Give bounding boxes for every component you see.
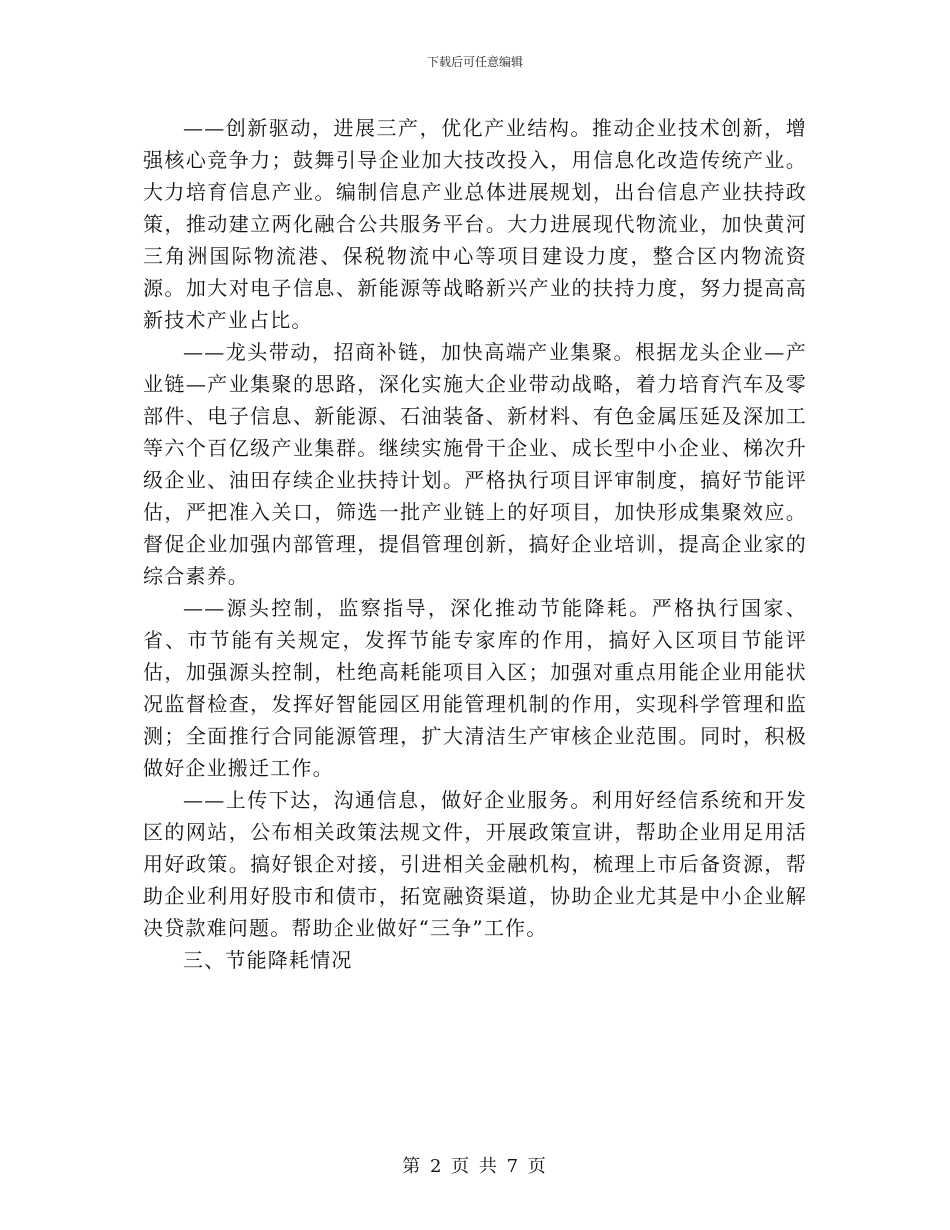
document-body — [143, 112, 807, 976]
page-header: 下载后可任意编辑 — [426, 55, 523, 69]
paragraph-enterprise-service: ——上传下达，沟通信息，做好企业服务。利用好经信系统和开发区的网站，公布相关政策法规文件，开展政策宣讲，帮助企业用足用活用好政策。搞好银企对接，引进相关金融机构，梳理上市后备资源，帮助企业利用好股市和债市，拓宽融资渠道，协助企业尤其是中小企业解决贷款难问题。帮助企业做好“三争”工作。 — [143, 788, 807, 940]
section-title: 三、节能降耗情况 — [183, 948, 353, 972]
paragraph-energy-control: ——源头控制，监察指导，深化推动节能降耗。严格执行国家、省、市节能有关规定，发挥节能专家库的作用，搞好入区项目节能评估，加强源头控制，杜绝高耗能项目入区；加强对重点用能企业用能状况监督检查，发挥好智能园区用能管理机制的作用，实现科学管理和监测；全面推行合同能源管理，扩大清洁生产审核企业范围。同时，积极做好企业搬迁工作。 — [143, 596, 807, 780]
page-footer: 第 2 页 共 7 页 — [402, 1156, 548, 1177]
paragraph-innovation: ——创新驱动，进展三产，优化产业结构。推动企业技术创新，增强核心竞争力；鼓舞引导企业加大技改投入，用信息化改造传统产业。大力培育信息产业。编制信息产业总体进展规划，出台信息产业扶持政策，推动建立两化融合公共服务平台。大力进展现代物流业，加快黄河三角洲国际物流港、保税物流中心等项目建设力度，整合区内物流资源。加大对电子信息、新能源等战略新兴产业的扶持力度，努力提高高新技术产业占比。 — [143, 116, 807, 332]
paragraph-leading-enterprise: ——龙头带动，招商补链，加快高端产业集聚。根据龙头企业—产业链—产业集聚的思路，深化实施大企业带动战略，着力培育汽车及零部件、电子信息、新能源、石油装备、新材料、有色金属压延及深加工等六个百亿级产业集群。继续实施骨干企业、成长型中小企业、梯次升级企业、油田存续企业扶持计划。严格执行项目评审制度，搞好节能评估，严把准入关口，筛选一批产业链上的好项目，加快形成集聚效应。督促企业加强内部管理，提倡管理创新，搞好企业培训，提高企业家的综合素养。 — [143, 340, 807, 588]
